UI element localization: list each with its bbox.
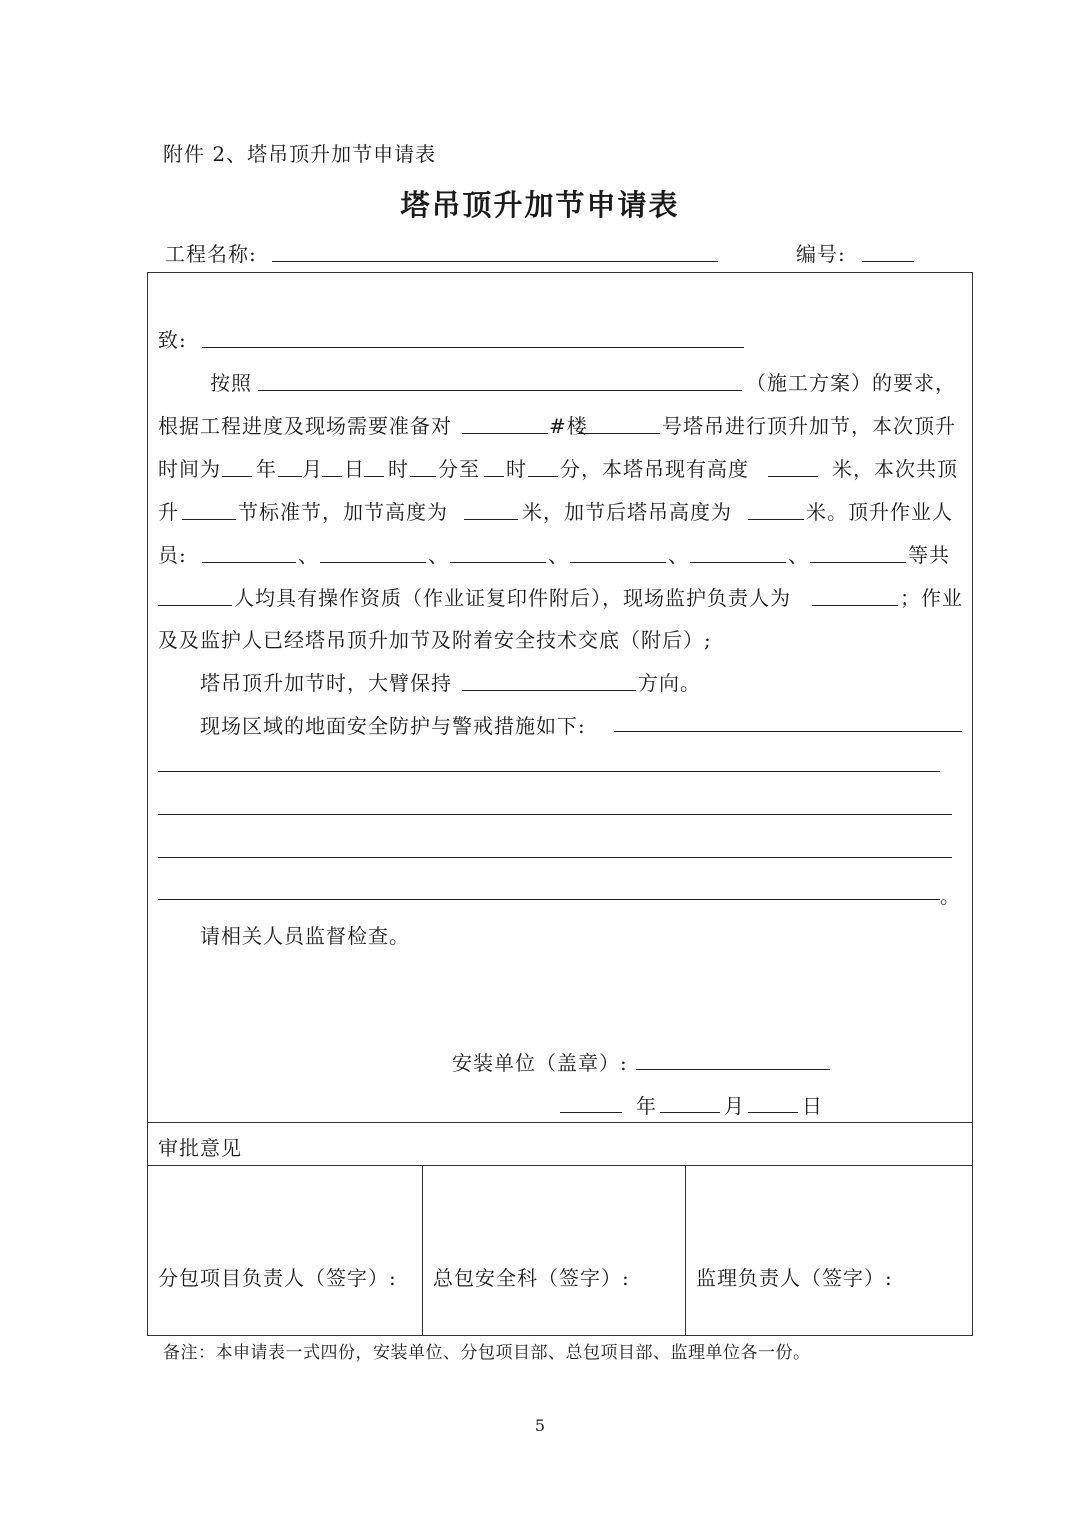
- worker-field-4[interactable]: [570, 562, 666, 563]
- sub-leader-sign[interactable]: 分包项目负责人（签字）:: [158, 1266, 397, 1290]
- worker-field-2[interactable]: [320, 562, 426, 563]
- sign-col-divider-1: [422, 1165, 423, 1336]
- sign-month-field[interactable]: [660, 1112, 720, 1113]
- current-height-text: 分，本塔吊现有高度: [560, 457, 749, 481]
- worker-field-1[interactable]: [202, 562, 296, 563]
- sign-year-field[interactable]: [560, 1112, 622, 1113]
- hour-field[interactable]: [364, 476, 384, 477]
- measures-period: 。: [940, 884, 961, 908]
- end-minute-field[interactable]: [528, 476, 558, 477]
- install-unit-label: 安装单位（盖章）:: [452, 1051, 628, 1075]
- day-field[interactable]: [322, 476, 342, 477]
- footnote: 备注：本申请表一式四份，安装单位、分包项目部、总包项目部、监理单位各一份。: [163, 1343, 811, 1363]
- measures-field-2[interactable]: [158, 771, 940, 772]
- worker-count-field[interactable]: [158, 605, 232, 606]
- day-label: 日: [344, 457, 365, 481]
- guardian-field[interactable]: [812, 605, 898, 606]
- sections-field[interactable]: [182, 519, 236, 520]
- end-hour-label: 时: [506, 457, 527, 481]
- project-name-field[interactable]: [272, 261, 718, 262]
- hour-label: 时: [388, 457, 409, 481]
- year-label: 年: [256, 457, 277, 481]
- measures-field-1[interactable]: [614, 731, 962, 732]
- safety-dept-sign[interactable]: 总包安全科（签字）:: [433, 1266, 630, 1290]
- approval-label: 审批意见: [158, 1136, 242, 1160]
- boom-text: 塔吊顶升加节时，大臂保持: [200, 671, 452, 695]
- boom-direction-field[interactable]: [462, 690, 636, 691]
- crane-jacking-text: 号塔吊进行顶升加节，本次顶升: [662, 414, 956, 438]
- to-field[interactable]: [202, 347, 744, 348]
- std-sections-text: 节标准节，加节高度为: [238, 500, 448, 524]
- sign-day-label: 日: [802, 1094, 823, 1118]
- separator-3: 、: [548, 543, 569, 567]
- personnel-label: 员:: [158, 543, 187, 567]
- building-field[interactable]: [462, 433, 548, 434]
- total-count-text: 等共: [908, 543, 950, 567]
- separator-5: 、: [788, 543, 809, 567]
- sign-col-divider-2: [685, 1165, 686, 1336]
- added-meter-text: 米，加节后塔吊高度为: [522, 500, 732, 524]
- measures-label: 现场区域的地面安全防护与警戒措施如下:: [200, 714, 586, 738]
- minute-to-label: 分至: [438, 457, 480, 481]
- final-meter-text: 米。顶升作业人: [806, 500, 953, 524]
- total-meter-text: 米，本次共顶: [832, 457, 958, 481]
- plan-requirement-text: （施工方案）的要求，: [746, 371, 956, 395]
- to-label: 致:: [158, 328, 187, 352]
- sign-month-label: 月: [724, 1094, 745, 1118]
- form-title: 塔吊顶升加节申请表: [400, 188, 680, 222]
- worker-field-5[interactable]: [690, 562, 786, 563]
- final-height-field[interactable]: [748, 519, 804, 520]
- project-name-label: 工程名称:: [165, 242, 257, 266]
- supervisor-sign[interactable]: 监理负责人（签字）:: [696, 1266, 893, 1290]
- construction-plan-field[interactable]: [258, 390, 742, 391]
- supervise-text: 请相关人员监督检查。: [200, 924, 410, 948]
- minute-field[interactable]: [410, 476, 436, 477]
- time-label: 时间为: [158, 457, 221, 481]
- separator-2: 、: [428, 543, 449, 567]
- current-height-field[interactable]: [768, 476, 818, 477]
- month-field[interactable]: [278, 476, 302, 477]
- month-label: 月: [302, 457, 323, 481]
- number-label: 编号:: [796, 242, 846, 266]
- crane-number-field[interactable]: [578, 433, 660, 434]
- measures-field-3[interactable]: [158, 814, 952, 815]
- according-label: 按照: [210, 371, 252, 395]
- measures-field-4[interactable]: [158, 857, 952, 858]
- approval-divider-bottom: [147, 1165, 973, 1166]
- approval-divider-top: [147, 1122, 973, 1123]
- separator-1: 、: [298, 543, 319, 567]
- page-number: 5: [534, 1416, 546, 1435]
- qualification-text: 人均具有操作资质（作业证复印件附后），现场监护负责人为: [234, 586, 791, 610]
- direction-label: 方向。: [638, 671, 701, 695]
- attachment-label: 附件 2、塔吊顶升加节申请表: [163, 142, 437, 166]
- year-field[interactable]: [222, 476, 252, 477]
- separator-4: 、: [668, 543, 689, 567]
- install-unit-field[interactable]: [636, 1069, 830, 1070]
- operation-text: ；作业: [900, 586, 963, 610]
- progress-text: 根据工程进度及现场需要准备对: [158, 414, 452, 438]
- sheng-label: 升: [158, 500, 179, 524]
- worker-field-3[interactable]: [450, 562, 546, 563]
- sign-year-label: 年: [636, 1094, 657, 1118]
- end-hour-field[interactable]: [484, 476, 504, 477]
- measures-field-5[interactable]: [158, 899, 940, 900]
- briefing-text: 及及监护人已经塔吊顶升加节及附着安全技术交底（附后）;: [158, 628, 712, 652]
- sign-day-field[interactable]: [748, 1112, 798, 1113]
- building-label: #楼: [549, 414, 588, 438]
- added-height-field[interactable]: [464, 519, 518, 520]
- number-field[interactable]: [862, 261, 914, 262]
- worker-field-6[interactable]: [810, 562, 906, 563]
